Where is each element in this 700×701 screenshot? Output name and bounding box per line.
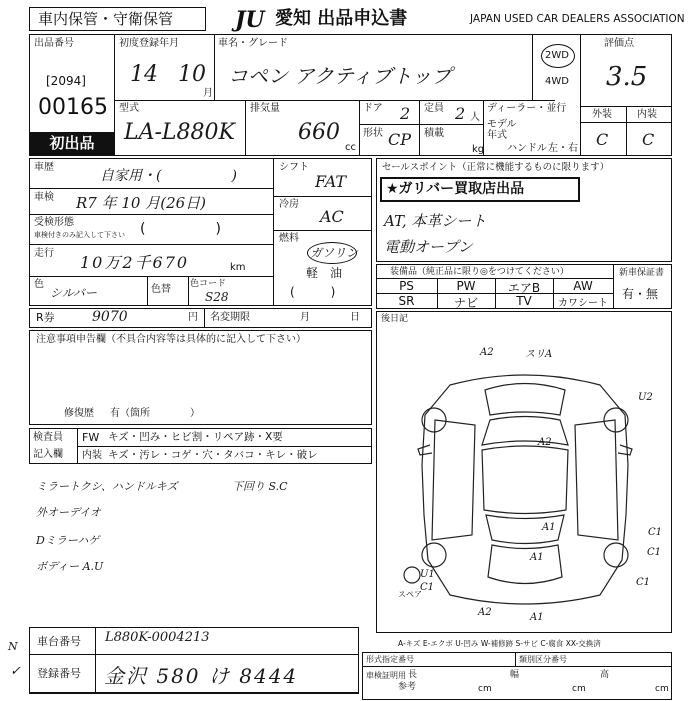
score-label: 評価点 [604,38,634,49]
mark-front-a2: A2 [480,347,494,358]
form-title: 愛知 出品申込書 [275,8,408,29]
diagram-legend: A-キズ E-エクボ U-凹み W-補修跡 S-サビ C-腐食 XX-交換済 [398,639,601,648]
car-outline [404,375,632,604]
inspector-comment-5: ボディー A.U [36,560,104,573]
category-label: 車歴 [34,162,54,173]
repair-value: 有（箇所 ） [110,408,200,419]
inspector-comment-4: Dミラーハゲ [36,534,100,547]
equip-aw: AW [573,279,593,293]
door-label: ドア [363,103,383,114]
warranty-label: 新車保証書 [619,268,665,278]
recycle-value: 9070 [92,309,128,325]
interior-check-label: 内装 [82,450,102,461]
recycle-label: R券 [36,311,55,324]
fuel-diesel: 軽 油 [306,266,343,280]
reg-label: 登録番号 [37,667,81,680]
logo [233,6,273,32]
cert-strip [29,693,359,701]
color-label: 色 [34,279,44,290]
received-paren: ( ) [140,221,221,237]
lot-number: 00165 [38,95,108,120]
drive-2wd: 2WD [545,50,569,61]
load-label: 積載 [424,128,444,139]
mileage-value: 10万2千670 [80,253,190,272]
color-change-label: 色替 [151,284,171,295]
chassis-label: 車台番号 [37,635,81,648]
width-label: 幅 [510,670,520,680]
month-unit: 月 [203,88,213,99]
mark-left-c1: C1 [420,582,435,593]
damage-marks [420,347,662,623]
equip-sr: SR [398,294,415,308]
first-reg-label: 初度登録年月 [119,38,179,49]
exterior-grade: C [596,130,609,149]
mark-front-sura: スリA [525,349,553,360]
mark-rear-a2: A2 [478,607,492,618]
color-code-label: 色コード [190,279,227,289]
sales-point-label: セールスポイント（正常に機能するものに限ります） [382,162,610,173]
ju-logo-icon [233,6,273,32]
kg-unit: kg [472,144,485,155]
cm-unit-2: cm [572,684,586,694]
shift-label: シフト [279,162,309,173]
inspector-comment-2: 下回り S.C [232,480,288,493]
handle-value: 左・右 [548,143,578,154]
repair-label: 修復歴 [64,408,94,419]
recycle-unit: 円 [188,312,198,323]
inspection-label: 車検 [34,192,54,203]
mark-right-c1b: C1 [647,547,662,558]
margin-mark-n: N [8,640,18,653]
equip-navi: ナビ [453,296,478,310]
inspector-label-2: 記入欄 [33,449,63,460]
type-value: LA-L880K [124,120,235,145]
lot-number-label: 出品番号 [34,38,74,49]
spec-number-label: 形式指定番号 [366,655,414,664]
fw-items: キズ・凹み・ヒビ割・リペア跡・X要 [108,431,283,443]
drive-4wd: 4WD [545,76,569,87]
fuel-other: ( ) [290,285,336,299]
equip-tv: TV [516,294,532,308]
door-value: 2 [400,104,411,123]
interior-label: 内装 [637,109,657,120]
received-note: 車検付きのみ記入して下さい [34,231,125,239]
height-label: 高 [600,670,610,680]
sales-line1: AT, 本革シート [384,212,487,230]
sales-line2: 電動オープン [384,238,473,256]
car-damage-diagram [390,345,663,625]
mark-rear-a1b: A1 [530,612,544,623]
inspector-label-1: 検査員 [33,432,63,443]
inspection-value: R7 年 10 月(26日) [76,194,207,212]
fuel-value: ガソリン [310,246,359,260]
capacity-value: 2 [455,104,466,123]
color-code-value: S28 [205,290,229,304]
capacity-unit: 人 [470,112,480,123]
inspector-comment-3: 外オーデイオ [36,506,101,519]
fuel-label: 燃料 [279,233,299,244]
mileage-label: 走行 [34,248,54,259]
score-value: 3.5 [606,62,648,92]
type-label: 型式 [119,103,139,114]
mark-right-u2: U2 [638,392,653,403]
cert-label: 車検証明用 [366,671,406,680]
name-change-label: 名変期限 [210,312,250,323]
mark-rear-a1: A1 [542,522,556,533]
ref-label-1: 参考 [398,682,417,692]
shape-value: CP [388,130,412,149]
ju-logo-text: JU [235,7,265,33]
model-grade: コペン アクティブトップ [228,64,452,88]
class-number-label: 類別区分番号 [519,655,567,664]
reg-value: 金沢 580 け 8444 [104,664,299,688]
mark-trunk-a1: A1 [530,552,544,563]
name-change-month: 月 [300,312,310,323]
sales-banner: ★ガリバー買取店出品 [386,181,525,197]
cm-unit-1: cm [478,684,492,694]
spare-label: スペア [398,590,422,599]
mark-right-c1a: C1 [648,527,663,538]
first-listing-badge: 初出品 [30,132,114,155]
mileage-unit: km [230,262,246,273]
rear-note-label: 後日記 [381,314,409,324]
handle-label: ハンドル [507,143,547,154]
interior-grade: C [642,130,655,149]
first-reg-month: 10 [178,62,206,87]
exterior-label: 外装 [592,109,612,120]
seat-number: [2094] [46,74,86,88]
recycle-box [29,308,372,328]
name-change-day: 日 [350,312,360,323]
association-name: JAPAN USED CAR DEALERS ASSOCIATION [470,13,685,25]
ac-label: 冷房 [279,199,299,210]
equipment-label: 装備品（純正品に限り◎をつけてください） [390,267,569,277]
shape-label: 形状 [363,128,383,139]
interior-items: キズ・汚レ・コゲ・穴・タバコ・キレ・破レ [108,449,318,461]
inspector-comment-1: ミラートクシ、ハンドルキズ [36,480,178,493]
storage-label: 車内保管・守衛保管 [38,10,174,28]
fw-label: FW [82,431,100,444]
mark-right-c1c: C1 [636,577,651,588]
equip-airbag: エアB [507,281,541,295]
equip-leather: カワシート [558,298,608,309]
length-label: 長 [408,670,418,680]
displacement-label: 排気量 [250,103,280,114]
equip-ps: PS [399,279,414,293]
chassis-value: L880K-0004213 [105,630,210,645]
shift-value: FAT [315,172,347,191]
warranty-value: 有・無 [622,287,659,301]
margin-mark-check: ✓ [10,664,21,679]
notes-label: 注意事項申告欄（不具合内容等は具体的に記入して下さい） [36,334,306,345]
first-reg-year: 14 [130,62,158,87]
mark-roof-a2: A2 [538,437,552,448]
cc-unit: cc [345,142,356,153]
dealer-label: ディーラー・並行 [487,103,567,114]
color-value: シルバー [50,286,97,300]
cm-unit-3: cm [655,684,669,694]
ac-value: AC [320,207,344,226]
capacity-label: 定員 [424,103,444,114]
displacement-value: 660 [298,120,340,145]
model-grade-label: 車名・グレード [218,38,288,49]
equip-pw: PW [456,279,476,293]
category-value: 自家用・( ) [100,168,237,184]
received-label: 受検形態 [34,217,74,228]
model-year-label: モデル 年式 [487,119,517,141]
mark-left-u1: U1 [420,569,435,580]
